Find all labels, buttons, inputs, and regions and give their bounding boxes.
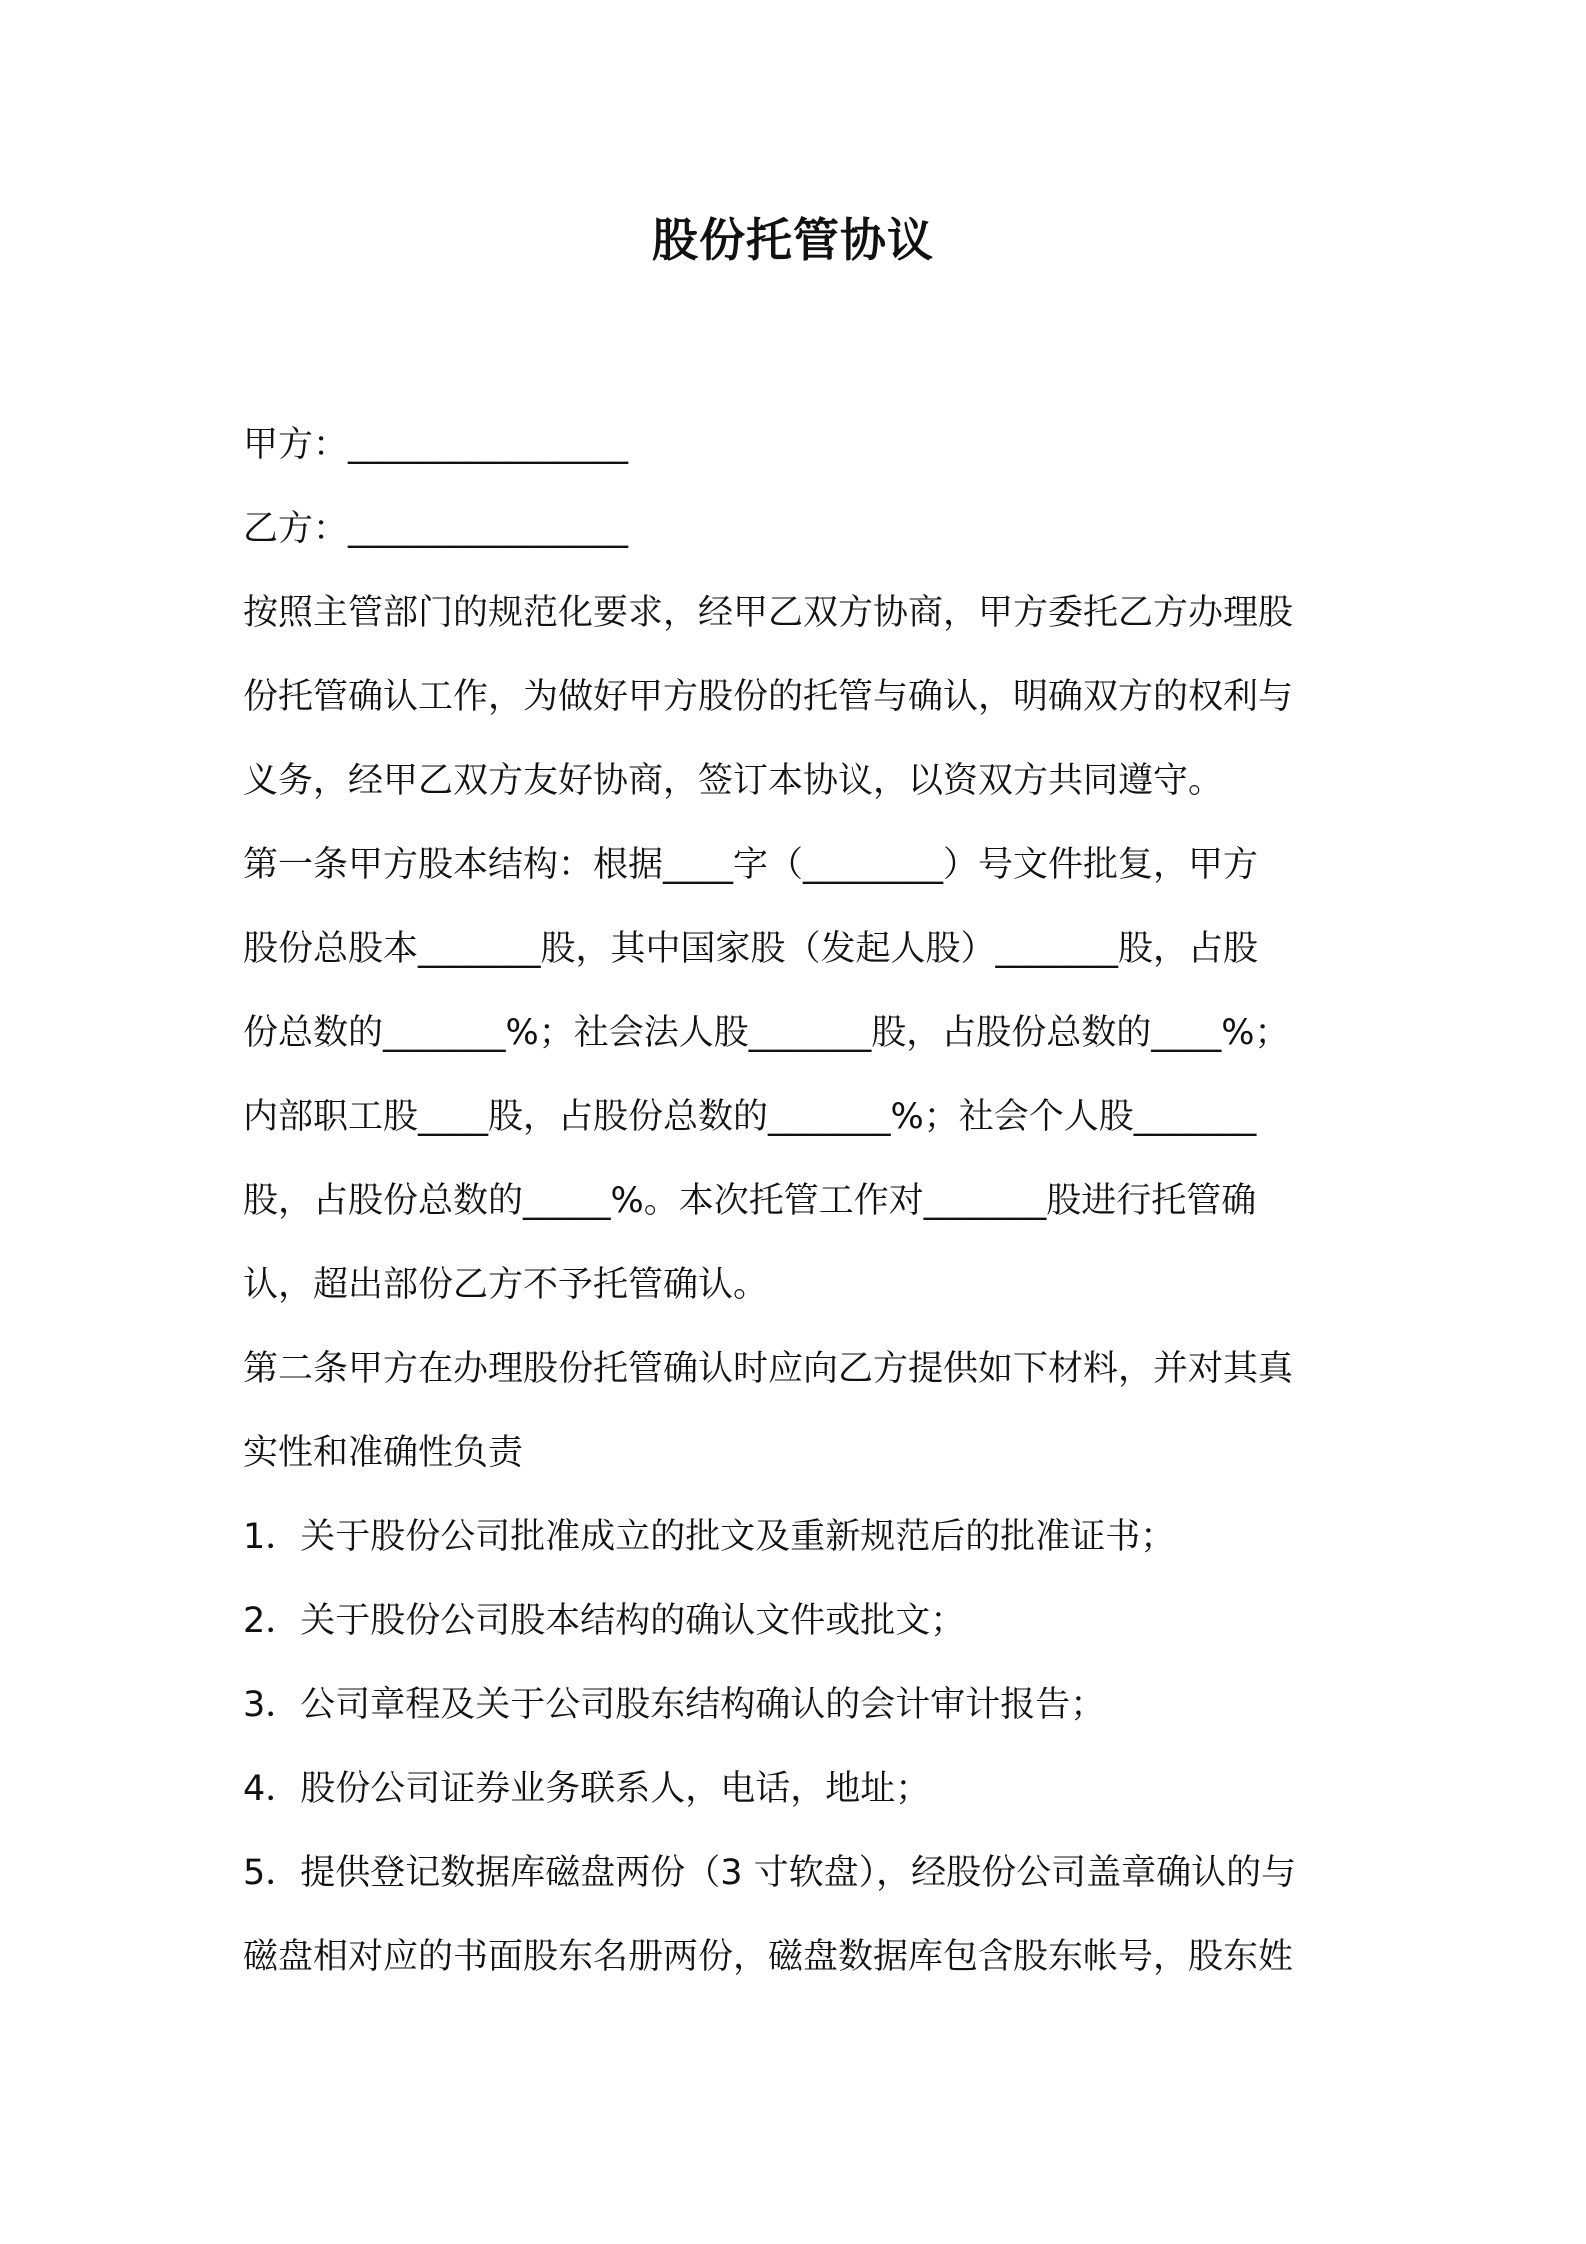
party-b-line: 乙方：________________ xyxy=(243,509,629,549)
list-item: 1．关于股份公司批准成立的批文及重新规范后的批准证书； xyxy=(243,1517,1176,1557)
article-2-line: 第二条甲方在办理股份托管确认时应向乙方提供如下材料，并对其真 xyxy=(243,1349,1294,1389)
preamble-line: 按照主管部门的规范化要求，经甲乙双方协商，甲方委托乙方办理股 xyxy=(243,593,1294,633)
document-title: 股份托管协议 xyxy=(652,213,934,267)
list-item-continuation: 磁盘相对应的书面股东名册两份，磁盘数据库包含股东帐号，股东姓 xyxy=(243,1937,1294,1977)
article-1-line: 内部职工股____股，占股份总数的_______%；社会个人股_______ xyxy=(243,1097,1257,1137)
article-1-line: 股份总股本_______股，其中国家股（发起人股）_______股，占股 xyxy=(243,929,1259,969)
list-item: 4．股份公司证券业务联系人，电话，地址； xyxy=(243,1769,931,1809)
document-body xyxy=(243,403,1353,1999)
article-1-line: 第一条甲方股本结构：根据____字（________）号文件批复，甲方 xyxy=(243,845,1259,885)
preamble-line: 义务，经甲乙双方友好协商，签订本协议，以资双方共同遵守。 xyxy=(243,761,1224,801)
list-item: 2．关于股份公司股本结构的确认文件或批文； xyxy=(243,1601,966,1641)
preamble-line: 份托管确认工作，为做好甲方股份的托管与确认，明确双方的权利与 xyxy=(243,677,1294,717)
party-a-line: 甲方：________________ xyxy=(243,425,629,465)
list-item: 5．提供登记数据库磁盘两份（3 寸软盘），经股份公司盖章确认的与 xyxy=(243,1853,1297,1893)
article-1-line: 份总数的_______%；社会法人股_______股，占股份总数的____%； xyxy=(243,1013,1290,1053)
article-2-line: 实性和准确性负责 xyxy=(243,1433,524,1473)
article-1-line: 股，占股份总数的_____%。本次托管工作对_______股进行托管确 xyxy=(243,1181,1257,1221)
list-item: 3．公司章程及关于公司股东结构确认的会计审计报告； xyxy=(243,1685,1106,1725)
article-1-line: 认，超出部份乙方不予托管确认。 xyxy=(243,1265,769,1305)
